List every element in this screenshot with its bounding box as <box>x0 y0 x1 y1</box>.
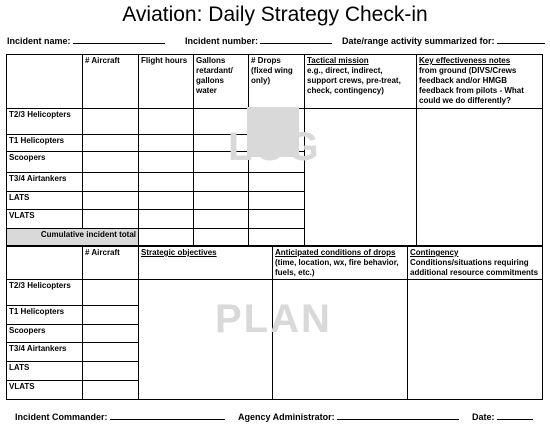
log-cell[interactable] <box>83 135 139 152</box>
plan-row-label: T1 Helicopters <box>7 306 83 325</box>
log-cell[interactable] <box>83 173 139 192</box>
log-row-label: T3/4 Airtankers <box>7 173 83 192</box>
date-field[interactable] <box>472 410 533 422</box>
plan-header-conditions <box>273 247 408 280</box>
conditions-title: Anticipated conditions of drops <box>275 248 396 257</box>
plan-cell[interactable] <box>83 280 139 306</box>
plan-row-label: T3/4 Airtankers <box>7 343 83 362</box>
log-cell[interactable] <box>249 173 305 192</box>
incident-commander-field[interactable] <box>15 410 225 422</box>
date-label: Date: <box>472 412 495 422</box>
strategic-objectives-title: Strategic objectives <box>141 248 217 257</box>
log-cell[interactable] <box>83 210 139 229</box>
plan-cell[interactable] <box>83 362 139 381</box>
plan-watermark: PLAN <box>215 297 332 341</box>
date-range-line[interactable] <box>497 34 545 44</box>
plan-cell[interactable] <box>83 306 139 325</box>
log-cell[interactable] <box>249 210 305 229</box>
plan-header-aircraft: # Aircraft <box>83 247 139 280</box>
log-cell[interactable] <box>194 210 249 229</box>
incident-name-label: Incident name: <box>7 36 71 46</box>
plan-cell[interactable] <box>83 343 139 362</box>
log-cell[interactable] <box>83 152 139 173</box>
log-cell[interactable] <box>194 173 249 192</box>
header-fields <box>0 34 550 48</box>
log-header-flight-hours: Flight hours <box>139 55 194 109</box>
log-total-cell[interactable] <box>139 229 194 246</box>
tactical-mission-title: Tactical mission <box>307 56 369 65</box>
log-header-tactical-mission <box>305 55 417 109</box>
date-range-field[interactable] <box>342 34 545 46</box>
log-total-cell[interactable] <box>194 229 249 246</box>
log-row-label: T2/3 Helicopters <box>7 109 83 135</box>
log-tactical-mission-cell[interactable] <box>305 109 417 246</box>
plan-header-contingency <box>408 247 543 280</box>
incident-number-label: Incident number: <box>185 36 259 46</box>
log-cell[interactable] <box>249 192 305 210</box>
incident-commander-label: Incident Commander: <box>15 412 108 422</box>
log-effectiveness-cell[interactable] <box>417 109 543 246</box>
plan-cell[interactable] <box>83 325 139 343</box>
conditions-desc: (time, location, wx, fire behavior, fuels, etc.) <box>275 258 399 277</box>
effectiveness-desc: from ground (DIVS/Crews feedback and/or HMGB feedback from pilots - What could we do differently? <box>419 66 524 105</box>
plan-row-label: Scoopers <box>7 325 83 343</box>
effectiveness-title: Key effectiveness notes <box>419 56 511 65</box>
agency-administrator-label: Agency Administrator: <box>238 412 335 422</box>
log-cell[interactable] <box>139 152 194 173</box>
plan-header-strategic-objectives <box>139 247 273 280</box>
log-header-effectiveness <box>417 55 543 109</box>
log-cell[interactable] <box>83 192 139 210</box>
plan-row-label: VLATS <box>7 381 83 400</box>
footer-fields <box>0 410 550 424</box>
date-line[interactable] <box>497 410 533 420</box>
log-row-label: LATS <box>7 192 83 210</box>
log-total-cell[interactable] <box>249 229 305 246</box>
incident-number-line[interactable] <box>260 34 332 44</box>
log-row-label: VLATS <box>7 210 83 229</box>
plan-row-label: LATS <box>7 362 83 381</box>
plan-header-blank <box>7 247 83 280</box>
incident-name-field[interactable] <box>7 34 165 46</box>
log-row-label: Scoopers <box>7 152 83 173</box>
incident-commander-line[interactable] <box>110 410 225 420</box>
plan-cell[interactable] <box>83 381 139 400</box>
incident-name-line[interactable] <box>73 34 165 44</box>
contingency-desc: Conditions/situations requiring additional resource commitments <box>410 258 539 277</box>
tactical-mission-desc: e.g., direct, indirect, support crews, pre-treat, check, contingency) <box>307 66 401 95</box>
log-watermark: LOG <box>228 125 321 169</box>
log-cell[interactable] <box>83 109 139 135</box>
log-row-label: T1 Helicopters <box>7 135 83 152</box>
plan-contingency-cell[interactable] <box>408 280 543 400</box>
date-range-label: Date/range activity summarized for: <box>342 36 495 46</box>
agency-administrator-line[interactable] <box>337 410 459 420</box>
plan-row-label: T2/3 Helicopters <box>7 280 83 306</box>
log-header-gallons: Gallons retardant/ gallons water <box>194 55 249 109</box>
log-cell[interactable] <box>139 173 194 192</box>
log-cell[interactable] <box>139 109 194 135</box>
log-header-blank <box>7 55 83 109</box>
contingency-title: Contingency <box>410 248 459 257</box>
page-title: Aviation: Daily Strategy Check-in <box>122 3 428 26</box>
log-cell[interactable] <box>139 135 194 152</box>
log-cell[interactable] <box>139 192 194 210</box>
cumulative-total-label: Cumulative incident total <box>7 229 139 246</box>
log-cell[interactable] <box>194 192 249 210</box>
log-cell[interactable] <box>139 210 194 229</box>
log-header-aircraft: # Aircraft <box>83 55 139 109</box>
incident-number-field[interactable] <box>185 34 332 46</box>
log-header-drops: # Drops (fixed wing only) <box>249 55 305 109</box>
agency-administrator-field[interactable] <box>238 410 459 422</box>
